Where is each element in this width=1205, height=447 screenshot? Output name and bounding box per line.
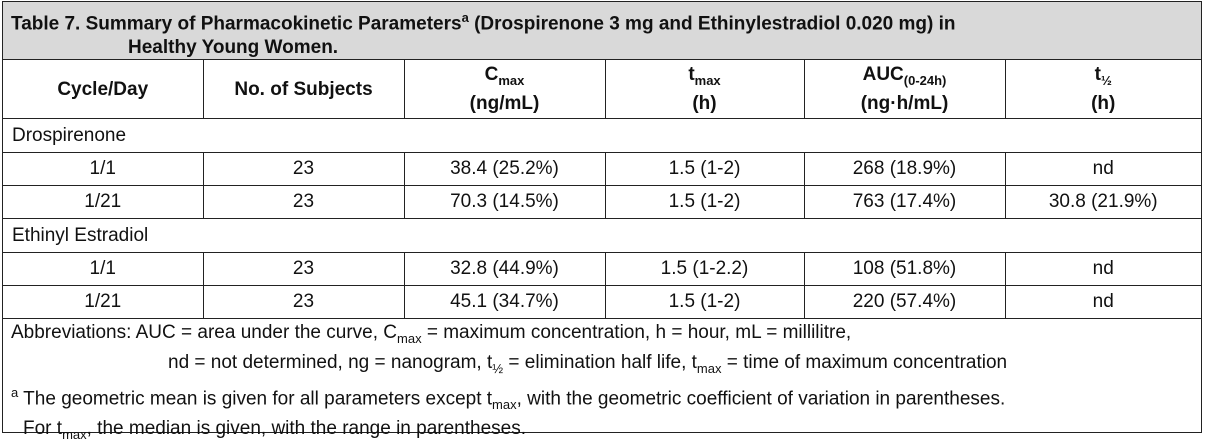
cell-cycle: 1/1 <box>3 153 203 186</box>
header-tmax-sub: max <box>694 72 721 88</box>
footnote-text: , with the geometric coefficient of variation in parentheses. <box>516 387 1006 409</box>
header-thalf-sub: ½ <box>1100 72 1112 88</box>
cell-thalf: nd <box>1005 253 1201 286</box>
cell-subjects: 23 <box>203 153 404 186</box>
cell-cmax: 38.4 (25.2%) <box>404 153 605 186</box>
header-tmax <box>605 60 804 119</box>
table-title <box>3 2 1201 60</box>
header-auc-symbol: AUC <box>862 64 904 86</box>
cell-cycle: 1/1 <box>3 253 203 286</box>
header-subjects: No. of Subjects <box>203 60 404 119</box>
footnote-text: For t <box>23 417 63 439</box>
cell-auc: 268 (18.9%) <box>804 153 1005 186</box>
cell-tmax: 1.5 (1-2.2) <box>605 253 804 286</box>
header-cmax <box>404 60 605 119</box>
cell-tmax: 1.5 (1-2) <box>605 153 804 186</box>
cell-cycle: 1/21 <box>3 186 203 219</box>
header-cmax-sub: max <box>498 72 525 88</box>
header-cmax-unit: (ng/mL) <box>469 92 540 114</box>
abbr-text: nd = not determined, ng = nanogram, t <box>168 351 493 373</box>
table-row <box>3 186 1201 219</box>
pk-table-container <box>2 1 1202 442</box>
cell-auc: 763 (17.4%) <box>804 186 1005 219</box>
cell-cmax: 32.8 (44.9%) <box>404 253 605 286</box>
abbr-sub: ½ <box>492 360 504 376</box>
abbr-text: Abbreviations: AUC = area under the curve, C <box>11 322 398 343</box>
header-cycle-day: Cycle/Day <box>3 60 203 119</box>
header-tmax-unit: (h) <box>692 92 717 114</box>
cell-cycle: 1/21 <box>3 286 203 319</box>
abbreviations-line-2 <box>11 351 1193 381</box>
cell-subjects: 23 <box>203 253 404 286</box>
footnote-text: , the median is given, with the range in parentheses. <box>86 417 526 439</box>
cell-thalf: 30.8 (21.9%) <box>1005 186 1201 219</box>
cell-tmax: 1.5 (1-2) <box>605 186 804 219</box>
header-auc-sub: (0-24h) <box>903 72 947 88</box>
header-thalf-unit: (h) <box>1091 92 1116 114</box>
footnote-marker: a <box>11 384 19 400</box>
abbr-sub: max <box>397 330 422 346</box>
abbreviations-line-1 <box>11 321 1193 351</box>
footnote-sub: max <box>492 396 517 412</box>
header-auc-unit: (ng·h/mL) <box>860 92 949 114</box>
cell-cmax: 70.3 (14.5%) <box>404 186 605 219</box>
table-row <box>3 253 1201 286</box>
title-text-cont: (Drospirenone 3 mg and Ethinylestradiol 0.020 mg) in <box>468 13 956 35</box>
pk-parameters-table <box>3 60 1201 319</box>
title-text: Table 7. Summary of Pharmacokinetic Parameters <box>11 13 462 35</box>
group-label-ethinyl-estradiol: Ethinyl Estradiol <box>3 219 1201 253</box>
header-thalf <box>1005 60 1201 119</box>
footnote-sub: max <box>62 426 87 442</box>
header-auc <box>804 60 1005 119</box>
abbr-sub: max <box>696 360 722 376</box>
group-row <box>3 119 1201 153</box>
footnote-a-line-2 <box>11 417 1193 447</box>
table-row <box>3 286 1201 319</box>
header-cmax-symbol: C <box>484 64 499 86</box>
cell-subjects: 23 <box>203 286 404 319</box>
header-row <box>3 60 1201 119</box>
abbr-text: = time of maximum concentration <box>721 351 1008 373</box>
header-thalf-symbol: t <box>1094 64 1101 86</box>
footnote-text: The geometric mean is given for all parameters except t <box>18 387 493 409</box>
cell-thalf: nd <box>1005 286 1201 319</box>
title-footnote-marker: a <box>461 10 469 25</box>
title-line-1 <box>11 6 1193 36</box>
cell-auc: 220 (57.4%) <box>804 286 1005 319</box>
footnote-a-line-1 <box>11 381 1193 417</box>
cell-tmax: 1.5 (1-2) <box>605 286 804 319</box>
title-line-2: Healthy Young Women. <box>128 37 339 59</box>
cell-cmax: 45.1 (34.7%) <box>404 286 605 319</box>
table-row <box>3 153 1201 186</box>
cell-thalf: nd <box>1005 153 1201 186</box>
abbr-text: = elimination half life, t <box>503 351 697 373</box>
header-tmax-symbol: t <box>688 64 695 86</box>
group-row <box>3 219 1201 253</box>
footnotes <box>3 319 1201 447</box>
group-label-drospirenone: Drospirenone <box>3 119 1201 153</box>
cell-auc: 108 (51.8%) <box>804 253 1005 286</box>
cell-subjects: 23 <box>203 186 404 219</box>
abbr-text: = maximum concentration, h = hour, mL = millilitre, <box>421 322 852 343</box>
